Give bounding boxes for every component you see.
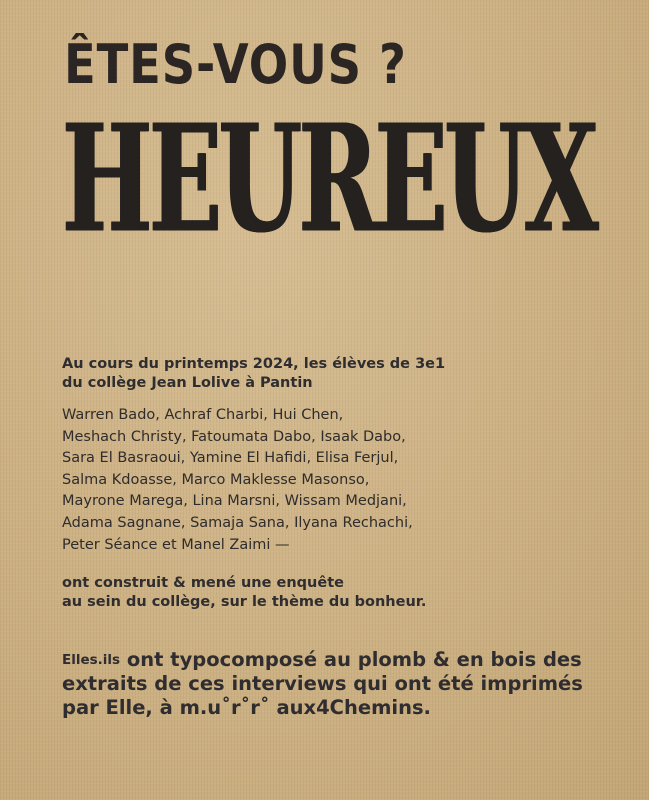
title-line-1: ÊTES-VOUS ? xyxy=(64,33,407,96)
student-names: Warren Bado, Achraf Charbi, Hui Chen, Meshach Christy, Fatoumata Dabo, Isaak Dabo, Sara El Basraoui, Yamine El Hafidi, Elisa Ferjul, Salma Kdoasse, Marco Maklesse Masonso, Mayrone Marega, Lina Marsni, Wissam Medjani, Adama Sagnane, Samaja Sana, Ilyana Rechachi, Peter Séance et Manel Zaimi — xyxy=(62,407,413,553)
title-line-2: HEUREUX xyxy=(62,92,596,267)
closing-text: ont typocomposé au plomb & en bois des extraits de ces interviews qui ont été imprimés par Elle, à m.u˚r˚r˚ aux4Chemins. xyxy=(62,648,583,719)
survey-paragraph: ont construit & mené une enquête au sein du collège, sur le thème du bonheur. xyxy=(62,575,427,610)
intro-paragraph: Au cours du printemps 2024, les élèves de 3e1 du collège Jean Lolive à Pantin xyxy=(62,356,446,391)
closing-paragraph xyxy=(62,648,622,720)
closing-lead: Elles.ils xyxy=(62,652,121,668)
